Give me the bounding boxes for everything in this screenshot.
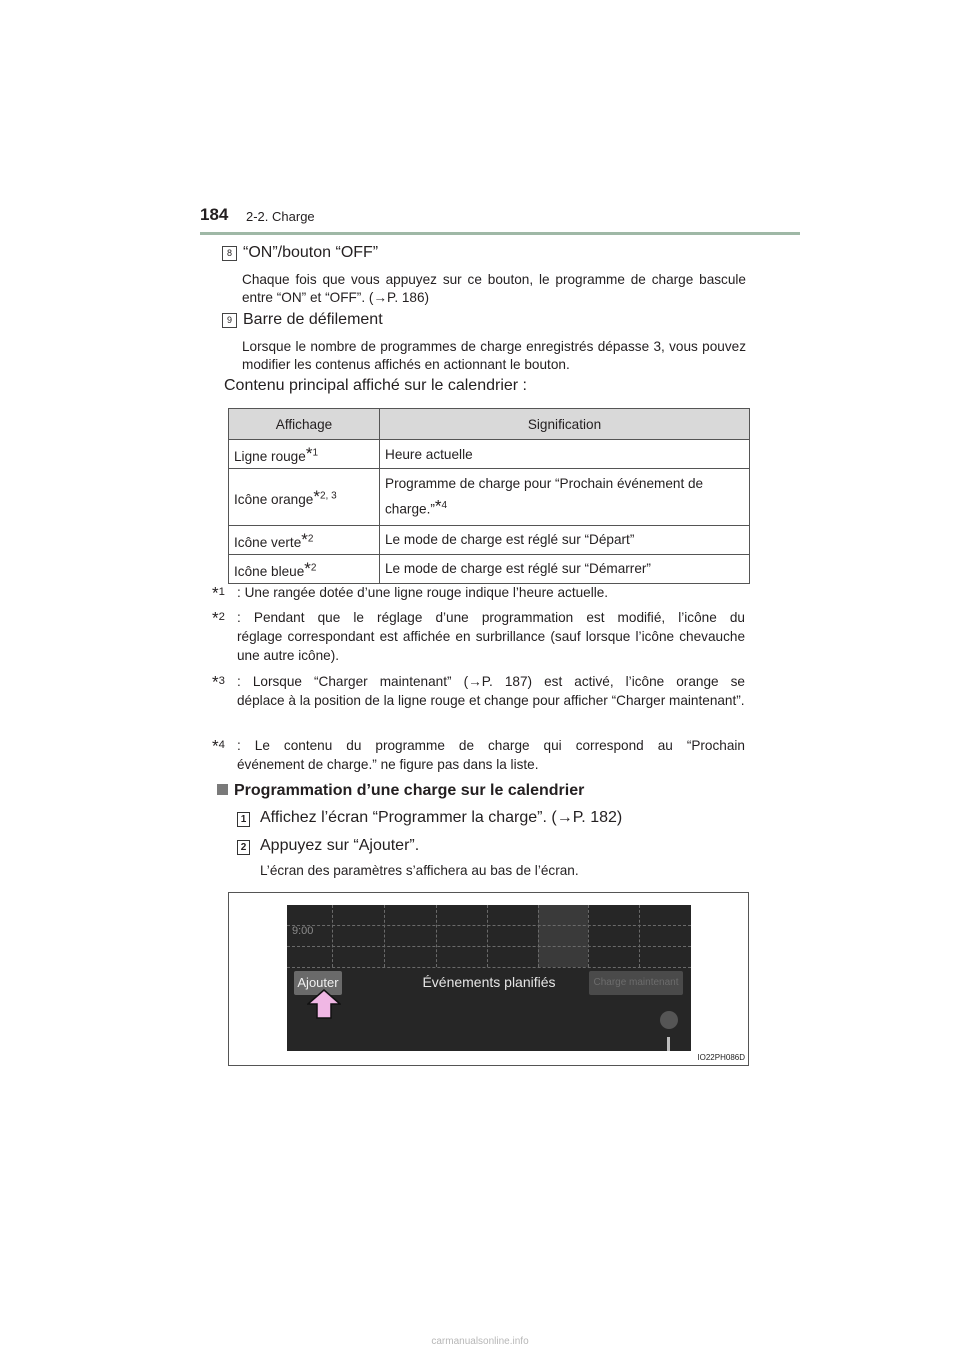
footnote-line: : Pendant que le réglage d’une programmation est modifié, l’icône du: [237, 610, 745, 625]
footnote-ref: 2: [307, 533, 314, 544]
grid-line: [639, 905, 640, 967]
footnote-1: [212, 583, 745, 602]
scheduled-events-title: Événements planifiés: [422, 974, 556, 990]
grid-line: [384, 905, 385, 967]
footnote-number: 4: [218, 739, 225, 751]
grid-line: [287, 925, 691, 926]
footnote-ref: 4: [441, 500, 448, 511]
image-code: IO22PH086D: [697, 1053, 745, 1062]
page-number: 184: [200, 205, 229, 224]
item-8-description: Chaque fois que vous appuyez sur ce bouton, le programme de charge bascule entre “ON” et “OFF”. (→P. 186): [242, 272, 746, 305]
row-label: Icône verte: [234, 534, 302, 550]
table-header-row: [229, 409, 750, 440]
calendar-intro: Contenu principal affiché sur le calendrier :: [224, 377, 527, 394]
watermark: carmanualsonline.info: [431, 1336, 529, 1347]
footnote-rest: [237, 691, 745, 710]
legend-table: [228, 408, 750, 584]
header-rule: [200, 232, 800, 235]
asterisk-icon: *: [305, 444, 313, 463]
footnote-number: 1: [218, 586, 225, 598]
asterisk-icon: *: [304, 558, 311, 578]
item-9-title: Barre de défilement: [243, 311, 383, 328]
item-9-description: Lorsque le nombre de programmes de charge enregistrés dépasse 3, vous pouvez modifier les contenus affichés en actionnant le bouton.: [242, 339, 746, 372]
footnote-mark: *$^2$: [212, 608, 225, 628]
footnote-ref: 2, 3: [319, 490, 337, 502]
table-cell-meaning: [380, 469, 750, 526]
step-1-badge: 1: [237, 812, 250, 827]
table-cell-label: [229, 525, 380, 554]
section-title: 2-2. Charge: [246, 209, 315, 224]
row-meaning: Programme de charge pour “Prochain événement de charge.”: [385, 476, 704, 517]
footnote-ref: 1: [312, 447, 318, 459]
table-cell-meaning: Heure actuelle: [380, 440, 750, 469]
grid-line: [332, 905, 333, 967]
row-label: Ligne rouge: [234, 449, 306, 464]
footnote-mark: *$^3$: [212, 672, 225, 692]
footnote-line: : Le contenu du programme de charge qui correspond au “Prochain: [237, 738, 745, 753]
table-cell-meaning: Le mode de charge est réglé sur “Départ”: [380, 525, 750, 554]
footnote-line: : Lorsque “Charger maintenant” (→P. 187) est activé, l’icône orange se: [237, 674, 745, 689]
footnote-line-text: Le contenu du programme de charge qui correspond au “Prochain: [254, 738, 745, 753]
highlighted-column: [538, 905, 588, 967]
add-button[interactable]: Ajouter: [294, 971, 342, 995]
row-label: Icône orange: [234, 491, 314, 507]
footnote-2: [212, 608, 745, 665]
grid-line: [538, 905, 539, 967]
pointer-arrow-icon: [307, 989, 341, 1019]
table-cell-label: [229, 469, 380, 526]
footnote-mark: *$^4$: [212, 736, 225, 756]
grid-line: [287, 946, 691, 947]
round-button-icon: [660, 1011, 678, 1029]
footnote-4: [212, 736, 745, 774]
subsection-heading: [217, 782, 584, 800]
footnote-rest-text: réglage correspondant est affichée en surbrillance (sauf lorsque l’icône chevauche une autre icône).: [237, 629, 745, 663]
footnote-number: 3: [218, 675, 225, 687]
table-cell-label: [229, 440, 380, 469]
table-cell-meaning: Le mode de charge est réglé sur “Démarrer”: [380, 554, 750, 583]
footnote-ref: 2: [310, 562, 317, 573]
step-2-badge: 2: [237, 840, 250, 855]
footnote-line: Une rangée dotée d’une ligne rouge indique l’heure actuelle.: [244, 585, 609, 600]
footnote-rest-text: déplace à la position de la ligne rouge et change pour afficher “Charger maintenant”.: [237, 693, 745, 708]
table-row: [229, 469, 750, 526]
step-2-text: Appuyez sur “Ajouter”.: [260, 837, 420, 854]
time-label: 9:00: [292, 925, 314, 937]
grid-line: [436, 905, 437, 967]
item-9-number-badge: 9: [222, 313, 237, 328]
table-row: [229, 525, 750, 554]
item-8-title: “ON”/bouton “OFF”: [243, 244, 379, 261]
step-note: L’écran des paramètres s’affichera au bas de l’écran.: [260, 863, 579, 878]
row-label: Icône bleue: [234, 563, 305, 579]
charge-now-button[interactable]: Charge maintenant: [589, 971, 683, 995]
square-bullet-icon: [217, 784, 228, 795]
grid-line: [588, 905, 589, 967]
footnote-3: [212, 672, 745, 710]
asterisk-icon: *: [434, 496, 442, 516]
subsection-title: Programmation d’une charge sur le calendrier: [234, 782, 585, 799]
asterisk-icon: *: [313, 486, 320, 506]
asterisk-icon: *: [301, 529, 308, 549]
grid-line: [487, 905, 488, 967]
scroll-bar-icon: [667, 1037, 670, 1051]
footnote-number: 2: [218, 611, 225, 623]
table-header-cell: Signification: [380, 409, 750, 440]
table-row: [229, 554, 750, 583]
grid-line: [287, 967, 691, 968]
item-8-number-badge: 8: [222, 246, 237, 261]
footnote-rest: [237, 627, 745, 665]
footnote-mark: *$^1$: [212, 583, 225, 603]
table-cell-label: [229, 554, 380, 583]
footnote-rest: [237, 755, 745, 774]
footnote-text: : Une rangée dotée d’une ligne rouge indique l’heure actuelle.: [237, 585, 609, 600]
footnote-line-text: Lorsque “Charger maintenant” (→P. 187) est activé, l’icône orange se: [252, 674, 745, 689]
step-1-text: Affichez l’écran “Programmer la charge”. (→P. 182): [260, 809, 623, 826]
screenshot-figure: [228, 892, 749, 1066]
table-row: [229, 440, 750, 469]
table-header-cell: Affichage: [229, 409, 380, 440]
footnote-line-text: Pendant que le réglage d’une programmation est modifié, l’icône du: [253, 610, 745, 625]
schedule-screen: [287, 905, 691, 1051]
footnote-rest-text: événement de charge.” ne figure pas dans la liste.: [237, 757, 539, 772]
